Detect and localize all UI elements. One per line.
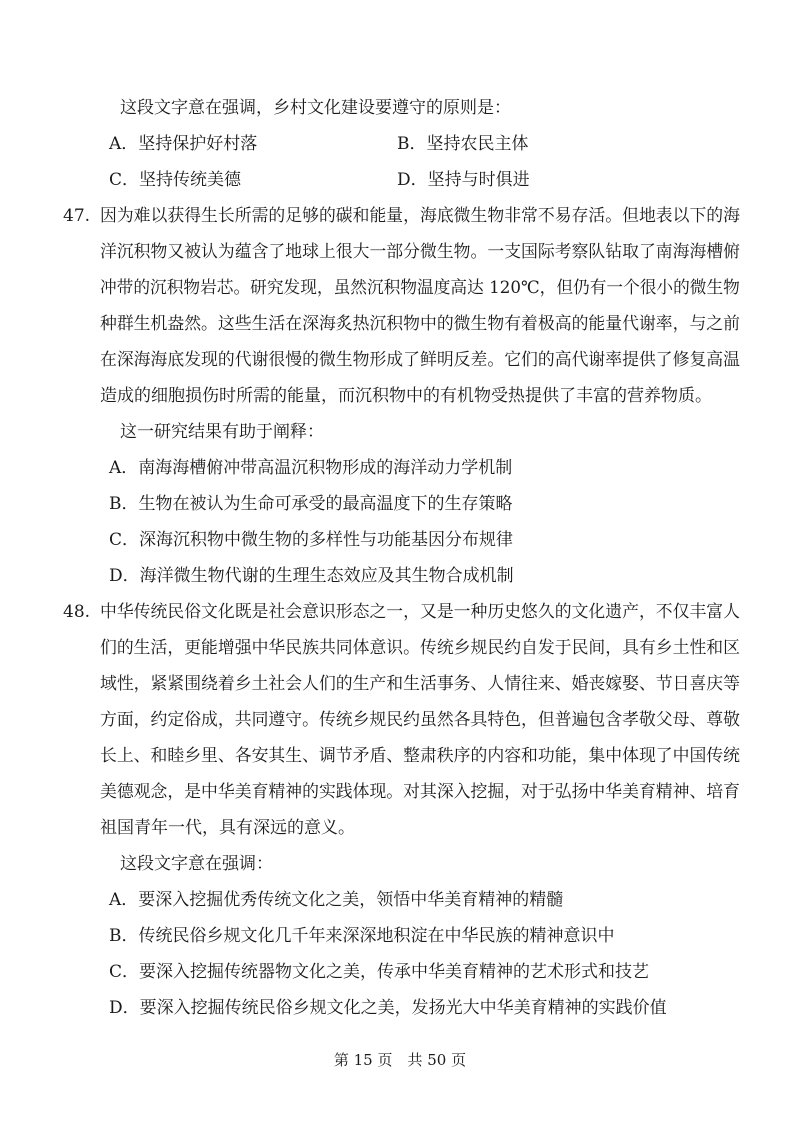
q47-option-c: C．深海沉积物中微生物的多样性与功能基因分布规律 [109,530,514,550]
q47-line: 在深海海底发现的代谢很慢的微生物形成了鲜明反差。它们的高代谢率提供了修复高温 [100,350,740,370]
q47-line: 冲带的沉积物岩芯。研究发现，虽然沉积物温度高达 120℃，但仍有一个很小的微生物 [100,278,740,298]
q47-line: 造成的细胞损伤时所需的能量，而沉积物中的有机物受热提供了丰富的营养物质。 [100,386,712,406]
q48-line: 域性，紧紧围绕着乡土社会人们的生产和生活事务、人情往来、婚丧嫁娶、节日喜庆等 [100,674,740,694]
q48-option-c: C．要深入挖掘传统器物文化之美，传承中华美育精神的艺术形式和技艺 [109,962,650,982]
q47-option-a: A．南海海槽俯冲带高温沉积物形成的海洋动力学机制 [109,458,513,478]
q47-line: 因为难以获得生长所需的足够的碳和能量，海底微生物非常不易存活。但地表以下的海 [100,206,740,226]
q47-number: 47. [63,206,91,226]
q48-line: 美德观念，是中华美育精神的实践体现。对其深入挖掘，对于弘扬中华美育精神、培育 [100,782,740,802]
q48-line: 方面，约定俗成，共同遵守。传统乡规民约虽然各具特色，但普遍包含孝敬父母、尊敬 [100,710,740,730]
q47-option-d: D．海洋微生物代谢的生理生态效应及其生物合成机制 [109,566,514,586]
q48-line: 祖国青年一代，具有深远的意义。 [100,818,355,838]
q47-option-b: B．生物在被认为生命可承受的最高温度下的生存策略 [109,494,513,514]
q48-option-a: A．要深入挖掘优秀传统文化之美，领悟中华美育精神的精髓 [109,890,564,910]
q46-stem: 这段文字意在强调，乡村文化建设要遵守的原则是： [120,98,511,118]
page-footer: 第 15 页 共 50 页 [333,1051,467,1069]
q48-option-d: D．要深入挖掘传统民俗乡规文化之美，发扬光大中华美育精神的实践价值 [109,998,667,1018]
q48-line: 长上、和睦乡里、各安其生、调节矛盾、整肃秩序的内容和功能，集中体现了中国传统 [100,746,740,766]
q48-line: 们的生活，更能增强中华民族共同体意识。传统乡规民约自发于民间，具有乡土性和区 [100,638,740,658]
q48-line: 中华传统民俗文化既是社会意识形态之一，又是一种历史悠久的文化遗产，不仅丰富人 [100,602,740,622]
q47-line: 洋沉积物又被认为蕴含了地球上很大一部分微生物。一支国际考察队钻取了南海海槽俯 [100,242,740,262]
q47-stem: 这一研究结果有助于阐释： [120,422,324,442]
q46-option-c: C．坚持传统美德 [109,170,242,190]
q48-stem: 这段文字意在强调： [120,854,273,874]
q46-option-b: B．坚持农民主体 [397,134,529,154]
q47-line: 种群生机盎然。这些生活在深海炙热沉积物中的微生物有着极高的能量代谢率，与之前 [100,314,740,334]
q48-option-b: B．传统民俗乡规文化几千年来深深地积淀在中华民族的精神意识中 [109,926,615,946]
q46-option-d: D．坚持与时俱进 [397,170,530,190]
q48-number: 48. [63,602,91,622]
q46-option-a: A．坚持保护好村落 [109,134,258,154]
